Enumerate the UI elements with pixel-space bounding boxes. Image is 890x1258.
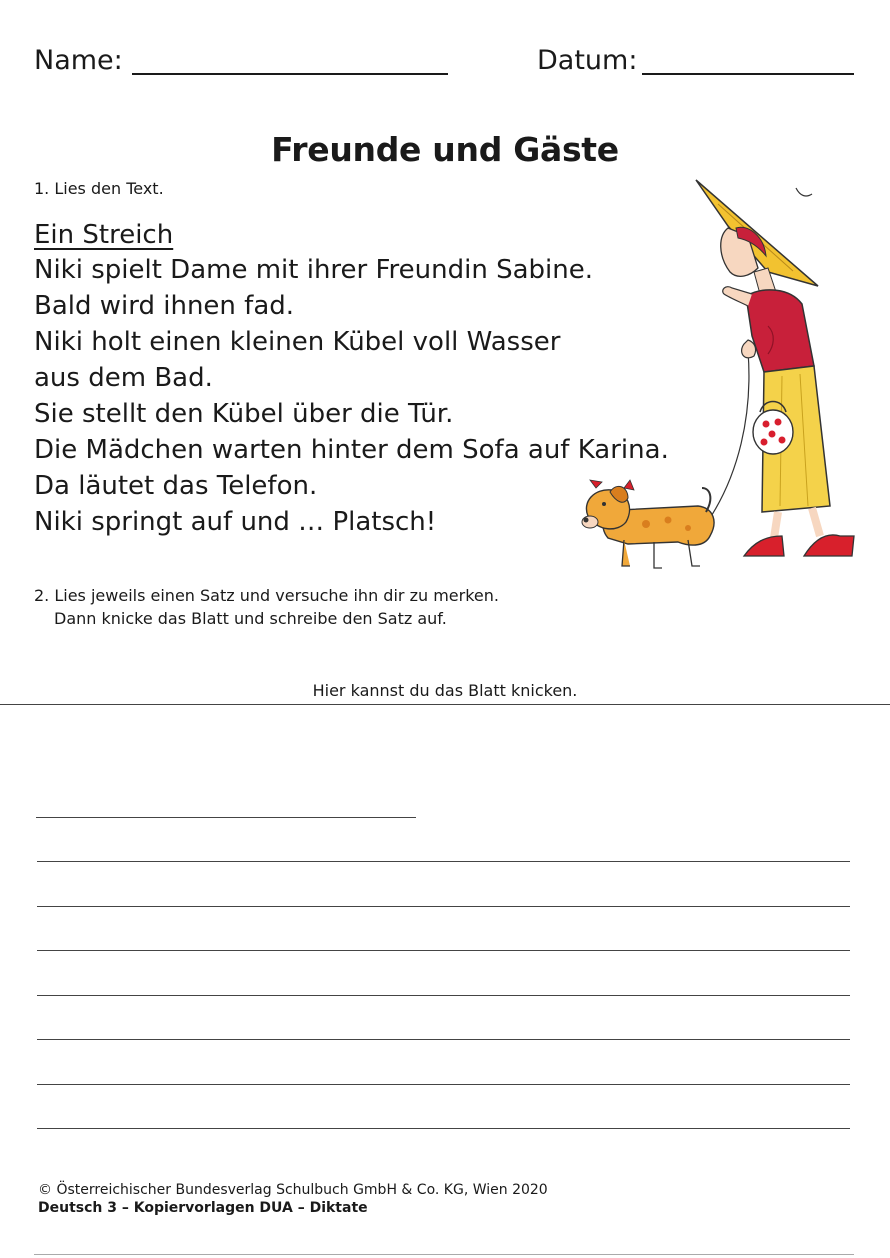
story-line: Sie stellt den Kübel über die Tür. xyxy=(34,399,454,429)
woman-with-dog-illustration xyxy=(568,176,868,576)
series-title: Deutsch 3 – Kopiervorlagen DUA – Diktate xyxy=(38,1200,368,1216)
story-line: Niki spielt Dame mit ihrer Freundin Sabine. xyxy=(34,255,593,285)
story-line: aus dem Bad. xyxy=(34,363,213,393)
writing-line[interactable] xyxy=(37,1084,850,1085)
fold-hint: Hier kannst du das Blatt knicken. xyxy=(312,681,578,700)
writing-line[interactable] xyxy=(37,1039,850,1040)
task-1-instruction: 1. Lies den Text. xyxy=(34,179,164,198)
story-line: Da läutet das Telefon. xyxy=(34,471,318,501)
name-label: Name: xyxy=(34,45,123,76)
story-line: Bald wird ihnen fad. xyxy=(34,291,295,321)
writing-line-short[interactable] xyxy=(36,817,416,818)
bottom-divider xyxy=(34,1254,854,1255)
story-line: Niki holt einen kleinen Kübel voll Wasser xyxy=(34,327,561,357)
writing-line[interactable] xyxy=(37,1128,850,1129)
copyright-notice: © Österreichischer Bundesverlag Schulbuch GmbH & Co. KG, Wien 2020 xyxy=(38,1182,548,1198)
task-2-instruction: 2. Lies jeweils einen Satz und versuche ihn dir zu merken. xyxy=(34,586,499,605)
date-label: Datum: xyxy=(537,45,638,76)
fold-line xyxy=(0,704,890,705)
name-field[interactable] xyxy=(132,73,448,75)
writing-line[interactable] xyxy=(37,861,850,862)
story-heading: Ein Streich xyxy=(34,220,174,250)
writing-line[interactable] xyxy=(37,906,850,907)
story-line: Niki springt auf und … Platsch! xyxy=(34,507,437,537)
task-2-instruction-cont: Dann knicke das Blatt und schreibe den Satz auf. xyxy=(54,609,447,628)
page-title: Freunde und Gäste xyxy=(271,130,619,169)
story-line: Die Mädchen warten hinter dem Sofa auf Karina. xyxy=(34,435,669,465)
writing-line[interactable] xyxy=(37,950,850,951)
date-field[interactable] xyxy=(642,73,854,75)
writing-line[interactable] xyxy=(37,995,850,996)
